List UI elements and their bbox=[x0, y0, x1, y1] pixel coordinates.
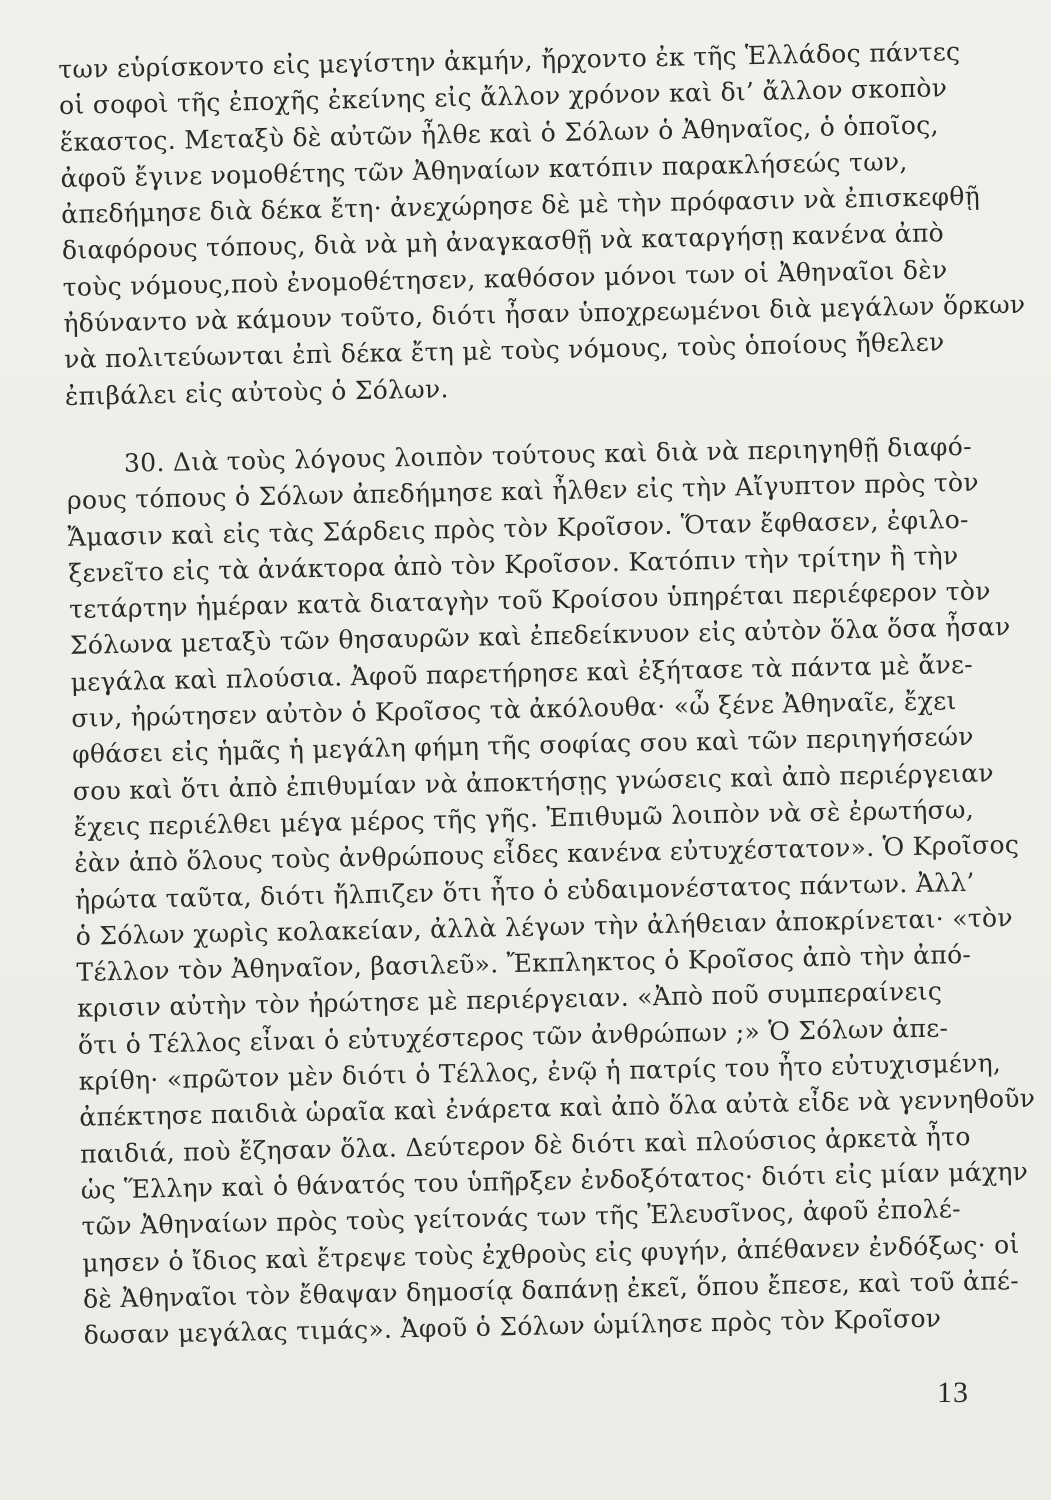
text-line: Τέλλον τὸν Ἀθηναῖον, βασιλεῦ». Ἔκπληκτος ὁ Κροῖσος ἀπὸ τὴν ἀπό- bbox=[76, 939, 972, 987]
paragraph bbox=[58, 34, 1026, 415]
text-line: ἐπιβάλει εἰς αὐτοὺς ὁ Σόλων. bbox=[64, 373, 449, 411]
text-line: ἔχεις περιέλθει μέγα μέρος τῆς γῆς. Ἐπιθυμῶ λοιπὸν νὰ σὲ ἐρωτήσω, bbox=[73, 794, 975, 842]
text-line: τετάρτην ἡμέραν κατὰ διαταγὴν τοῦ Κροίσου ὑπηρέται περιέφερον τὸν bbox=[68, 576, 992, 625]
text-line: ἠρώτα ταῦτα, διότι ἤλπιζεν ὅτι ἦτο ὁ εὐδαιμονέστατος πάντων. Ἀλλ’ bbox=[74, 867, 975, 915]
text-line: κρίθη· «πρῶτον μὲν διότι ὁ Τέλλος, ἐνῷ ἡ πατρίς του ἦτο εὐτυχισμένη, bbox=[78, 1048, 1002, 1096]
text-line: ὡς Ἕλλην καὶ ὁ θάνατός του ὑπῆρξεν ἐνδοξότατος· διότι εἰς μίαν μάχην bbox=[80, 1156, 1029, 1205]
text-line: μησεν ὁ ἴδιος καὶ ἔτρεψε τοὺς ἐχθροὺς εἰς φυγήν, ἀπέθανεν ἐνδόξως· οἱ bbox=[82, 1229, 1020, 1278]
text-line: φθάσει εἰς ἡμᾶς ἡ μεγάλη φήμη τῆς σοφίας σου καὶ τῶν περιηγήσεών bbox=[71, 722, 975, 770]
text-line: διαφόρους τόπους, διὰ νὰ μὴ ἀναγκασθῇ νὰ καταργήσῃ κανένα ἀπὸ bbox=[61, 218, 945, 266]
text-line: μεγάλα καὶ πλούσια. Ἀφοῦ παρετήρησε καὶ ἐξήτασε τὰ πάντα μὲ ἄνε- bbox=[70, 649, 974, 697]
text-line: 30. Διὰ τοὺς λόγους λοιπὸν τούτους καὶ διὰ νὰ περιηγηθῇ διαφό- bbox=[65, 431, 973, 479]
page-text bbox=[58, 34, 1036, 1354]
text-line: σιν, ἠρώτησεν αὐτὸν ὁ Κροῖσος τὰ ἀκόλουθα· «ὦ ξένε Ἀθηναῖε, ἔχει bbox=[71, 686, 957, 733]
page-number: 13 bbox=[937, 1376, 969, 1409]
text-line: των εὑρίσκοντο εἰς μεγίστην ἀκμήν, ἤρχοντο ἐκ τῆς Ἑλλάδος πάντες bbox=[58, 36, 961, 84]
text-line: δὲ Ἀθηναῖοι τὸν ἔθαψαν δημοσίᾳ δαπάνῃ ἐκεῖ, ὅπου ἔπεσε, καὶ τοῦ ἀπέ- bbox=[82, 1265, 1020, 1314]
text-line: ἀπεδήμησε διὰ δέκα ἔτη· ἀνεχώρησε δὲ μὲ τὴν πρόφασιν νὰ ἐπισκεφθῇ bbox=[60, 181, 981, 230]
text-line: τῶν Ἀθηναίων πρὸς τοὺς γείτονάς των τῆς Ἐλευσῖνος, ἀφοῦ ἐπολέ- bbox=[81, 1194, 962, 1241]
text-line: ρους τόπους ὁ Σόλων ἀπεδήμησε καὶ ἦλθεν εἰς τὴν Αἴγυπτον πρὸς τὸν bbox=[66, 467, 980, 516]
text-line: Ἄμασιν καὶ εἰς τὰς Σάρδεις πρὸς τὸν Κροῖσον. Ὅταν ἔφθασεν, ἐφιλο- bbox=[67, 504, 970, 552]
text-line: κρισιν αὐτὴν τὸν ἠρώτησε μὲ περιέργειαν. «Ἀπὸ ποῦ συμπεραίνεις bbox=[76, 976, 943, 1024]
text-line: ἀφοῦ ἔγινε νομοθέτης τῶν Ἀθηναίων κατόπιν παρακλήσεώς των, bbox=[60, 146, 908, 193]
text-line: ξενεῖτο εἰς τὰ ἀνάκτορα ἀπὸ τὸν Κροῖσον. Κατόπιν τὴν τρίτην ἢ τὴν bbox=[68, 540, 959, 588]
text-line: ὅτι ὁ Τέλλος εἶναι ὁ εὐτυχέστερος τῶν ἀνθρώπων ;» Ὁ Σόλων ἀπε- bbox=[77, 1013, 949, 1060]
text-line: ὁ Σόλων χωρὶς κολακείαν, ἀλλὰ λέγων τὴν ἀλήθειαν ἀποκρίνεται· «τὸν bbox=[75, 902, 1014, 951]
text-line: ἕκαστος. Μεταξὺ δὲ αὐτῶν ἦλθε καὶ ὁ Σόλων ὁ Ἀθηναῖος, ὁ ὁποῖος, bbox=[59, 109, 940, 157]
text-line: δωσαν μεγάλας τιμάς». Ἀφοῦ ὁ Σόλων ὡμίλησε πρὸς τὸν Κροῖσον bbox=[83, 1303, 942, 1350]
text-line: νὰ πολιτεύωνται ἐπὶ δέκα ἔτη μὲ τοὺς νόμους, τοὺς ὁποίους ἤθελεν bbox=[63, 327, 945, 375]
text-line: ἠδύναντο νὰ κάμουν τοῦτο, διότι ἦσαν ὑποχρεωμένοι διὰ μεγάλων ὅρκων bbox=[63, 289, 1026, 339]
text-line: ἐὰν ἀπὸ ὅλους τοὺς ἀνθρώπους εἶδες κανένα εὐτυχέστατον». Ὁ Κροῖσος bbox=[74, 830, 1020, 879]
text-line: οἱ σοφοὶ τῆς ἐποχῆς ἐκείνης εἰς ἄλλον χρόνον καὶ δι’ ἄλλον σκοπὸν bbox=[58, 73, 948, 121]
text-line: τοὺς νόμους,ποὺ ἐνομοθέτησεν, καθόσον μόνοι των οἱ Ἀθηναῖοι δὲν bbox=[62, 254, 948, 302]
text-line: ἀπέκτησε παιδιὰ ὡραῖα καὶ ἐνάρετα καὶ ἀπὸ ὅλα αὐτὰ εἶδε νὰ γεννηθοῦν bbox=[79, 1083, 1036, 1133]
text-line: Σόλωνα μεταξὺ τῶν θησαυρῶν καὶ ἐπεδείκνυον εἰς αὐτὸν ὅλα ὅσα ἦσαν bbox=[69, 612, 1011, 661]
paragraph bbox=[65, 429, 1036, 1354]
text-line: σου καὶ ὅτι ἀπὸ ἐπιθυμίαν νὰ ἀποκτήσῃς γνώσεις καὶ ἀπὸ περιέργειαν bbox=[72, 758, 995, 806]
text-line: παιδιά, ποὺ ἔζησαν ὅλα. Δεύτερον δὲ διότι καὶ πλούσιος ἀρκετὰ ἦτο bbox=[79, 1121, 971, 1169]
